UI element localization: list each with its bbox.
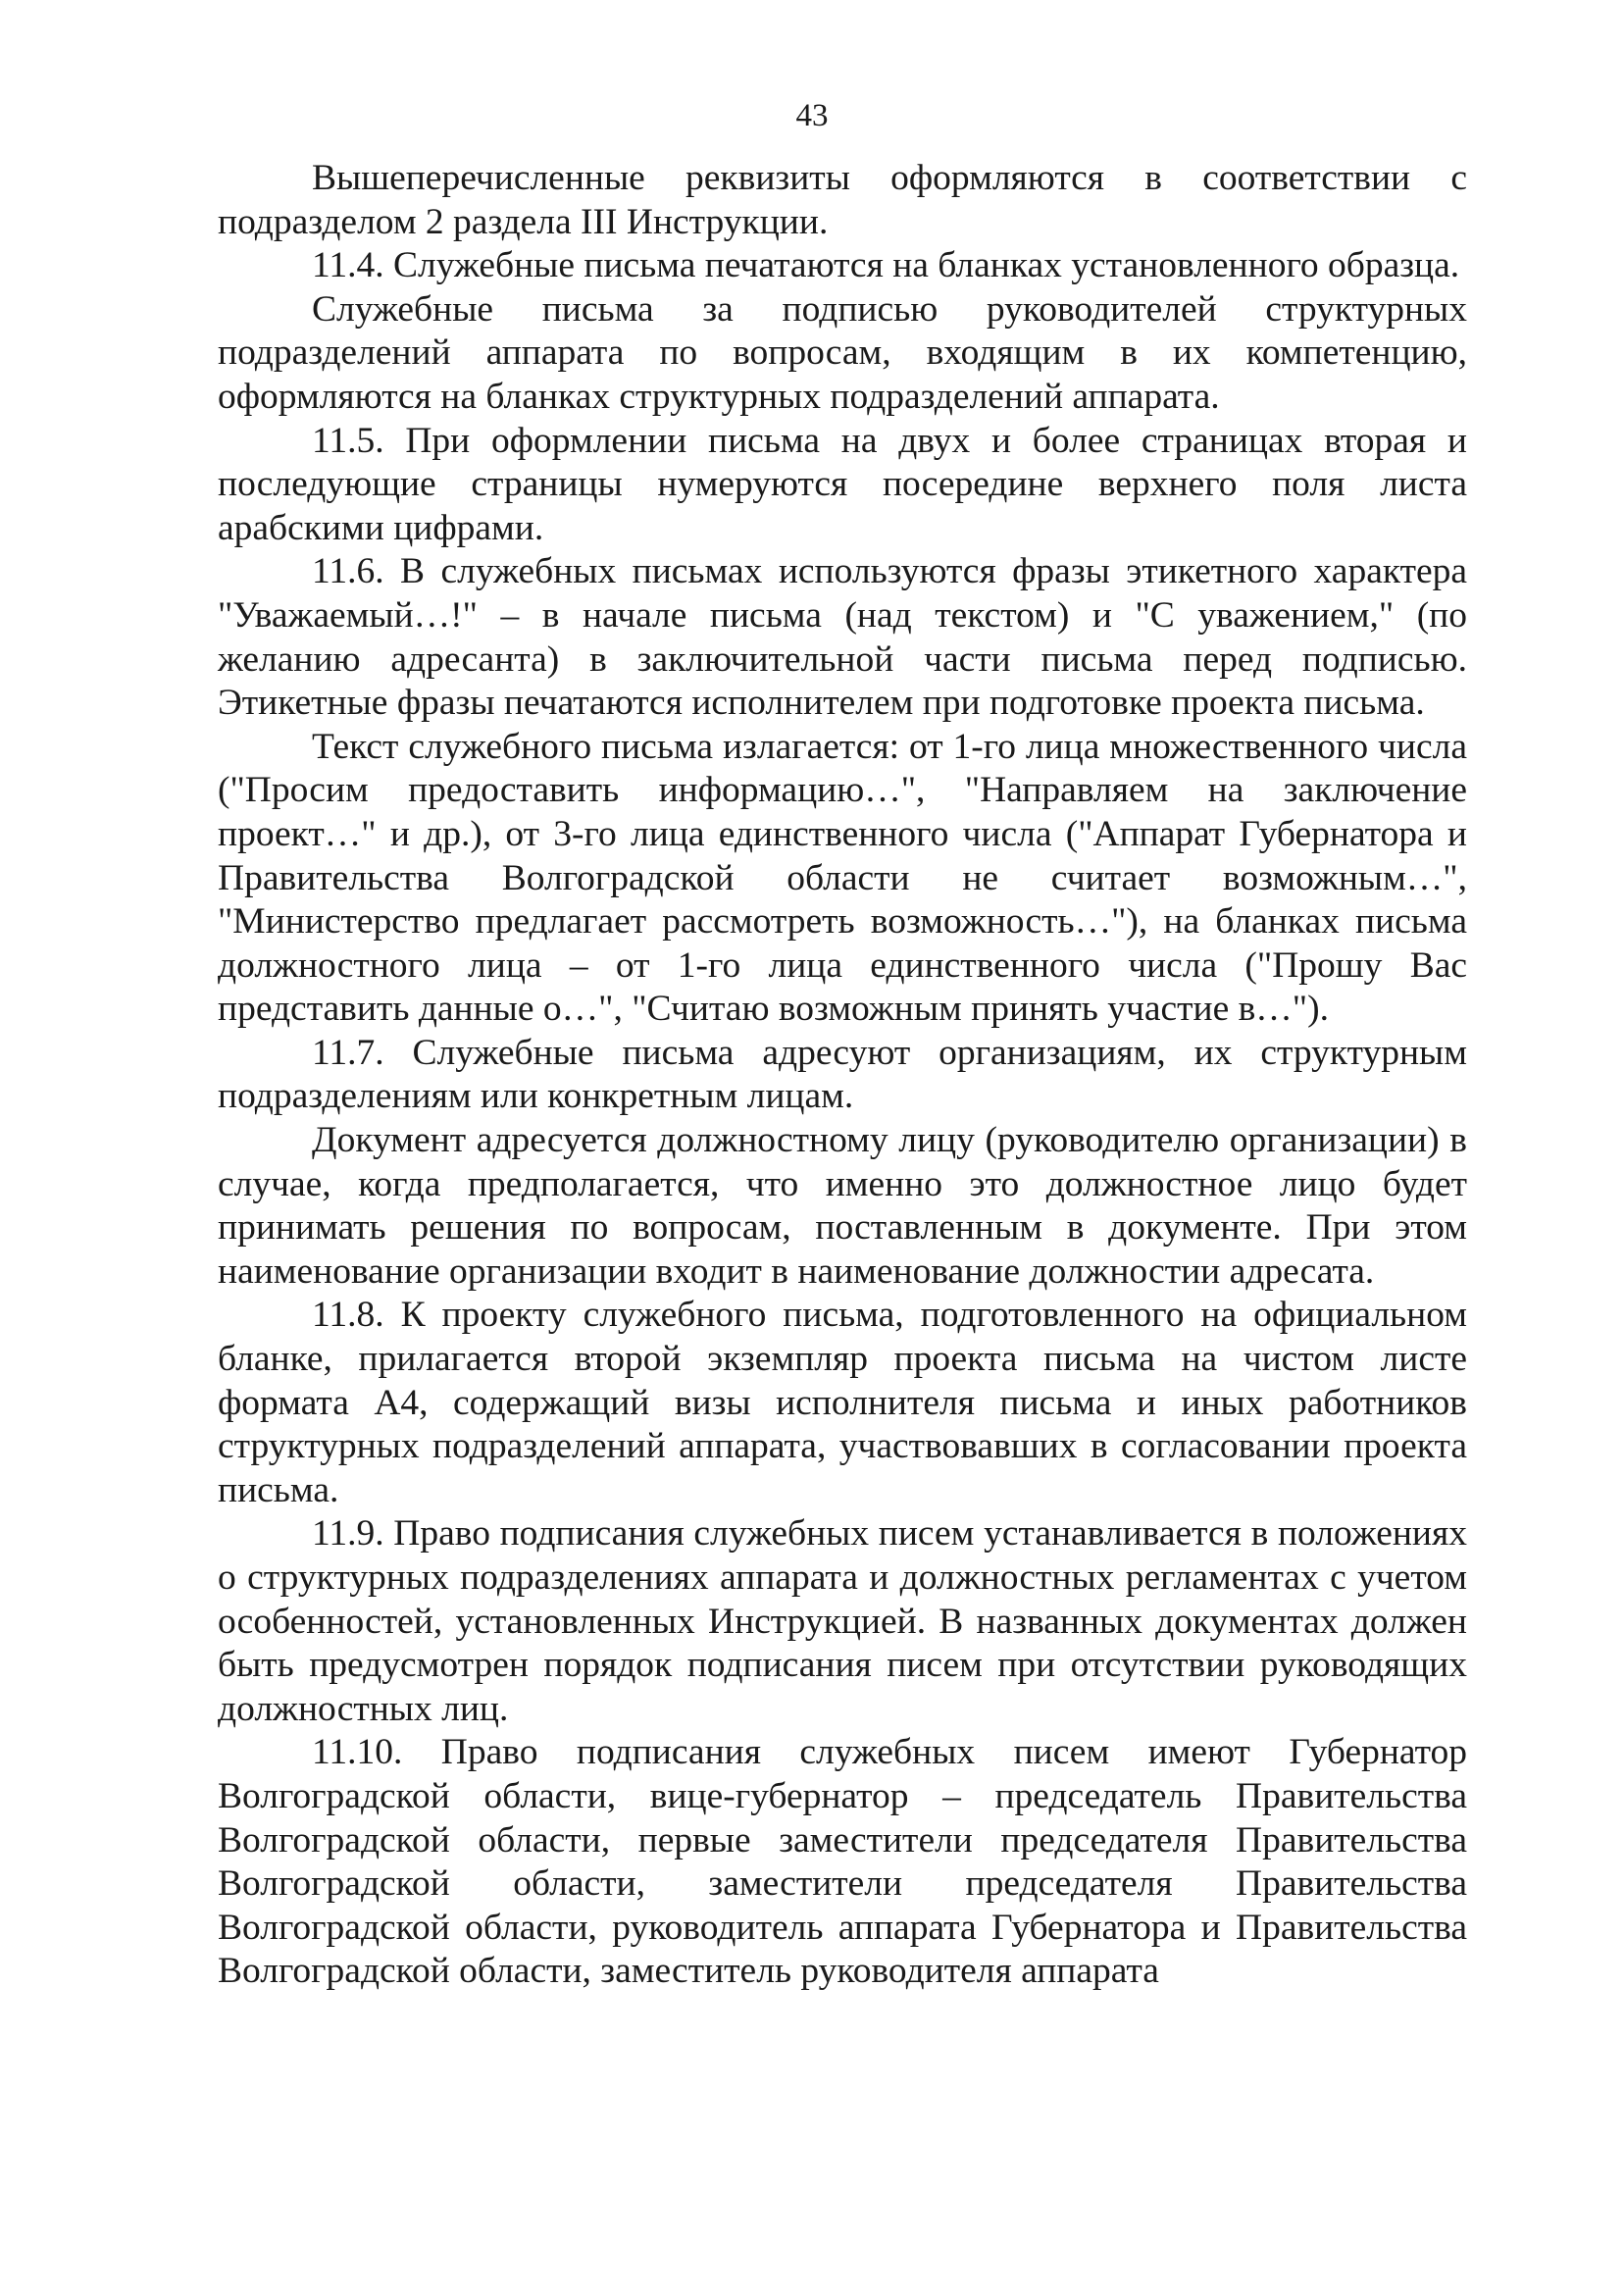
paragraph-11-7: 11.7. Служебные письма адресуют организациям, их структурным подразделениям или конкретным лицам. [218, 1032, 1467, 1117]
paragraph-requisites: Вышеперечисленные реквизиты оформляются в соответствии с подразделом 2 раздела III Инструкции. [218, 158, 1467, 242]
paragraph-11-5: 11.5. При оформлении письма на двух и более страницах вторая и последующие страницы нумеруются посередине верхнего поля листа арабскими цифрами. [218, 420, 1467, 548]
page-number: 43 [795, 98, 829, 133]
paragraph-11-4: 11.4. Служебные письма печатаются на бланках установленного образца. [312, 245, 1460, 286]
document-body [218, 157, 1467, 1994]
paragraph-11-6: 11.6. В служебных письмах используются фразы этикетного характера "Уважаемый…!" – в начале письма (над текстом) и "С уважением," (по желанию адресанта) в заключительной части письма перед подписью. Этикетные фразы печатаются исполнителем при подготовке проекта письма. [218, 551, 1467, 724]
paragraph-structural-units-letters: Служебные письма за подписью руководителей структурных подразделений аппарата по вопросам, входящим в их компетенцию, оформляются на бланках структурных подразделений аппарата. [218, 288, 1467, 417]
paragraph-11-10: 11.10. Право подписания служебных писем имеют Губернатор Волгоградской области, вице-губернатор – председатель Правительства Волгоградской области, первые заместители председателя Правительства Волгоградской области, заместители председателя Правительства Волгоградской области, руководитель аппарата Губернатора и Правительства Волгоградской области, заместитель руководителя аппарата [218, 1732, 1467, 1992]
paragraph-11-8: 11.8. К проекту служебного письма, подготовленного на официальном бланке, прилагается второй экземпляр проекта письма на чистом листе формата А4, содержащий визы исполнителя письма и иных работников структурных подразделений аппарата, участвовавших в согласовании проекта письма. [218, 1295, 1467, 1510]
paragraph-letter-text-person: Текст служебного письма излагается: от 1-го лица множественного числа ("Просим предоставить информацию…", "Направляем на заключение проект…" и др.), от 3-го лица единственного числа ("Аппарат Губернатора и Правительства Волгоградской области не считает возможным…", "Министерство предлагает рассмотреть возможность…"), на бланках письма должностного лица – от 1-го лица единственного числа ("Прошу Вас представить данные о…", "Считаю возможным принять участие в…"). [218, 726, 1467, 1030]
paragraph-addressee: Документ адресуется должностному лицу (руководителю организации) в случае, когда предполагается, что именно это должностное лицо будет принимать решения по вопросам, поставленным в документе. При этом наименование организации входит в наименование должностии адресата. [218, 1120, 1467, 1292]
paragraph-11-9: 11.9. Право подписания служебных писем устанавливается в положениях о структурных подразделениях аппарата и должностных регламентах с учетом особенностей, установленных Инструкцией. В названных документах должен быть предусмотрен порядок подписания писем при отсутствии руководящих должностных лиц. [218, 1513, 1467, 1729]
